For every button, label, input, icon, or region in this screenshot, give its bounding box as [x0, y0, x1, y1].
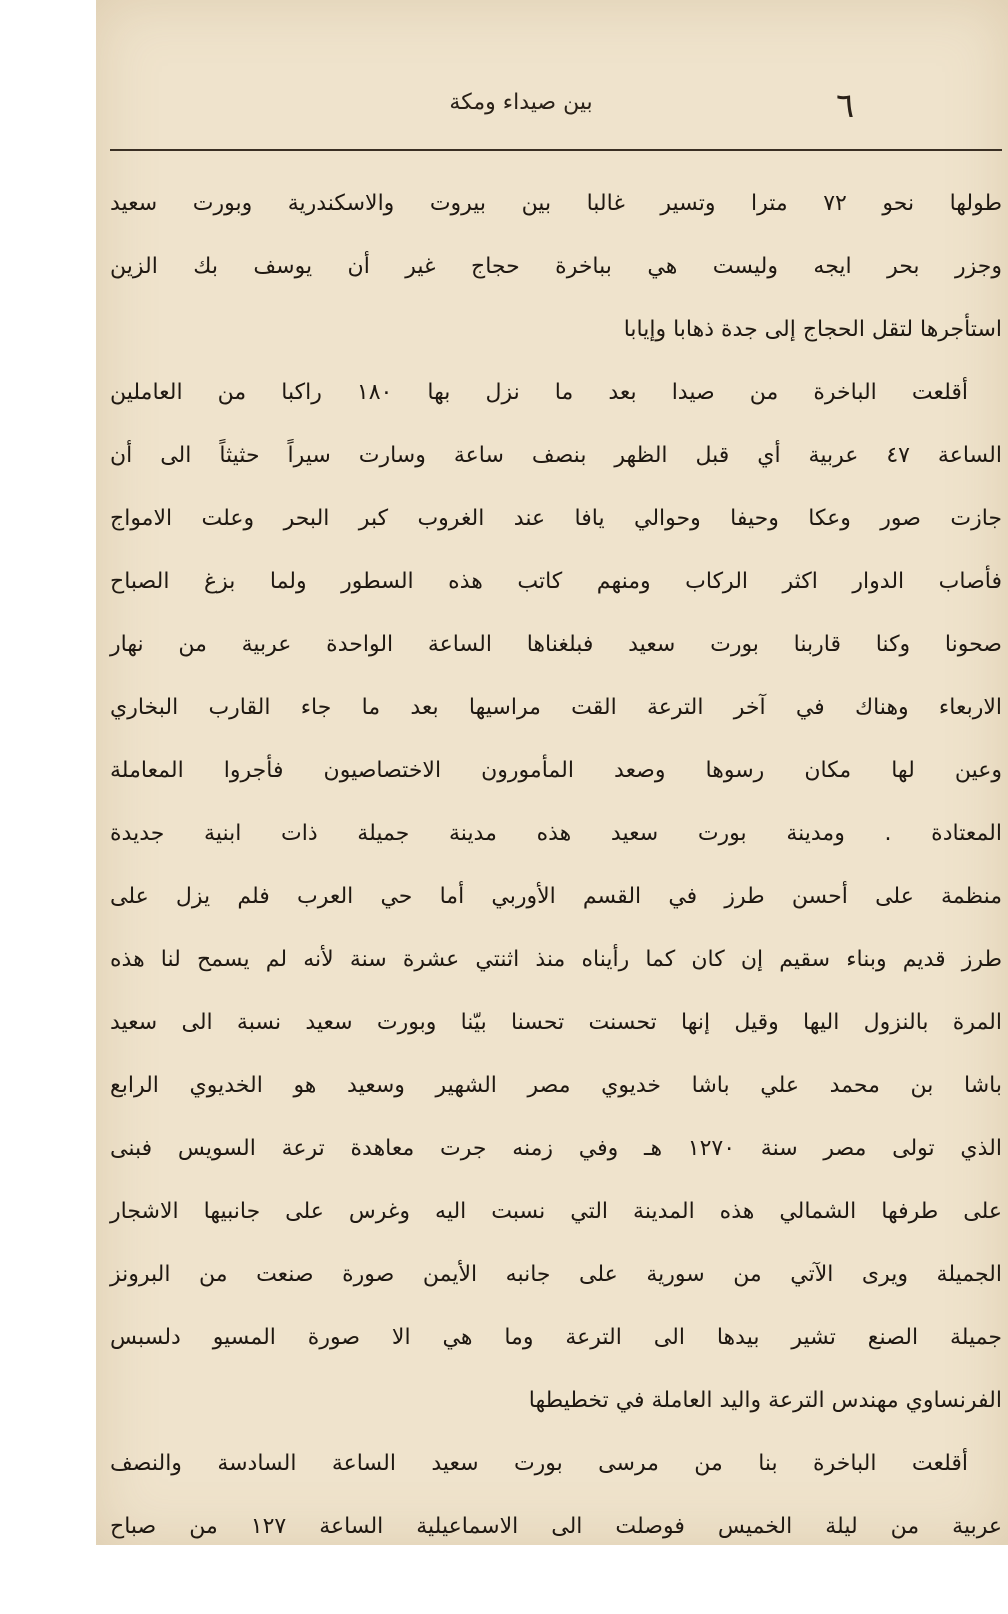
text-line: أقلعت الباخرة من صيدا بعد ما نزل بها ١٨٠ راكبا من العاملين [110, 380, 968, 405]
running-title: بين صيداء ومكة [449, 90, 593, 115]
text-line: وعين لها مكان رسوها وصعد المأمورون الاختصاصيون فأجروا المعاملة [110, 758, 1002, 783]
text-line: منظمة على أحسن طرز في القسم الأوربي أما حي العرب فلم يزل على [110, 884, 1002, 909]
text-line: الفرنساوي مهندس الترعة واليد العاملة في تخطيطها [528, 1388, 1002, 1413]
text-line: المعتادة . ومدينة بورت سعيد هذه مدينة جميلة ذات ابنية جديدة [110, 821, 1002, 846]
text-line: وجزر بحر ايجه وليست هي بباخرة حجاج غير أن يوسف بك الزين [110, 254, 1002, 279]
text-line: جميلة الصنع تشير بيدها الى الترعة وما هي الا صورة المسيو دلسبس [110, 1325, 1002, 1350]
text-line: طولها نحو ٧٢ مترا وتسير غالبا بين بيروت والاسكندرية وبورت سعيد [110, 191, 1002, 216]
body-text [110, 172, 1002, 1558]
header-rule [110, 149, 1002, 151]
book-page [96, 0, 1008, 1545]
text-line: فأصاب الدوار اكثر الركاب ومنهم كاتب هذه السطور ولما بزغ الصباح [110, 569, 1002, 594]
text-line: الذي تولى مصر سنة ١٢٧٠ هـ وفي زمنه جرت معاهدة ترعة السويس فبنى [110, 1136, 1002, 1161]
text-line: باشا بن محمد علي باشا خديوي مصر الشهير وسعيد هو الخديوي الرابع [110, 1073, 1002, 1098]
text-line: صحونا وكنا قاربنا بورت سعيد فبلغناها الساعة الواحدة عربية من نهار [110, 632, 1002, 657]
text-line: طرز قديم وبناء سقيم إن كان كما رأيناه منذ اثنتي عشرة سنة لأنه لم يسمح لنا هذه [110, 947, 1002, 972]
text-line: استأجرها لتقل الحجاج إلى جدة ذهابا وإيابا [623, 317, 1002, 342]
text-line: الاربعاء وهناك في آخر الترعة القت مراسيها بعد ما جاء القارب البخاري [110, 695, 1002, 720]
page-number: ٦ [836, 86, 855, 126]
text-line: المرة بالنزول اليها وقيل إنها تحسنت تحسنا بيّنا وبورت سعيد نسبة الى سعيد [110, 1010, 1002, 1035]
text-line: على طرفها الشمالي هذه المدينة التي نسبت اليه وغرس على جانبيها الاشجار [110, 1199, 1002, 1224]
page-header [96, 80, 1008, 140]
text-line: الجميلة ويرى الآتي من سورية على جانبه الأيمن صورة صنعت من البرونز [110, 1262, 1002, 1287]
text-line: عربية من ليلة الخميس فوصلت الى الاسماعيلية الساعة ١٢٧ من صباح [110, 1514, 1002, 1539]
text-line: جازت صور وعكا وحيفا وحوالي يافا عند الغروب كبر البحر وعلت الامواج [110, 506, 1002, 531]
text-line: أقلعت الباخرة بنا من مرسى بورت سعيد الساعة السادسة والنصف [110, 1451, 968, 1476]
text-line: الساعة ٤٧ عربية أي قبل الظهر بنصف ساعة وسارت سيراً حثيثاً الى أن [110, 443, 1002, 468]
